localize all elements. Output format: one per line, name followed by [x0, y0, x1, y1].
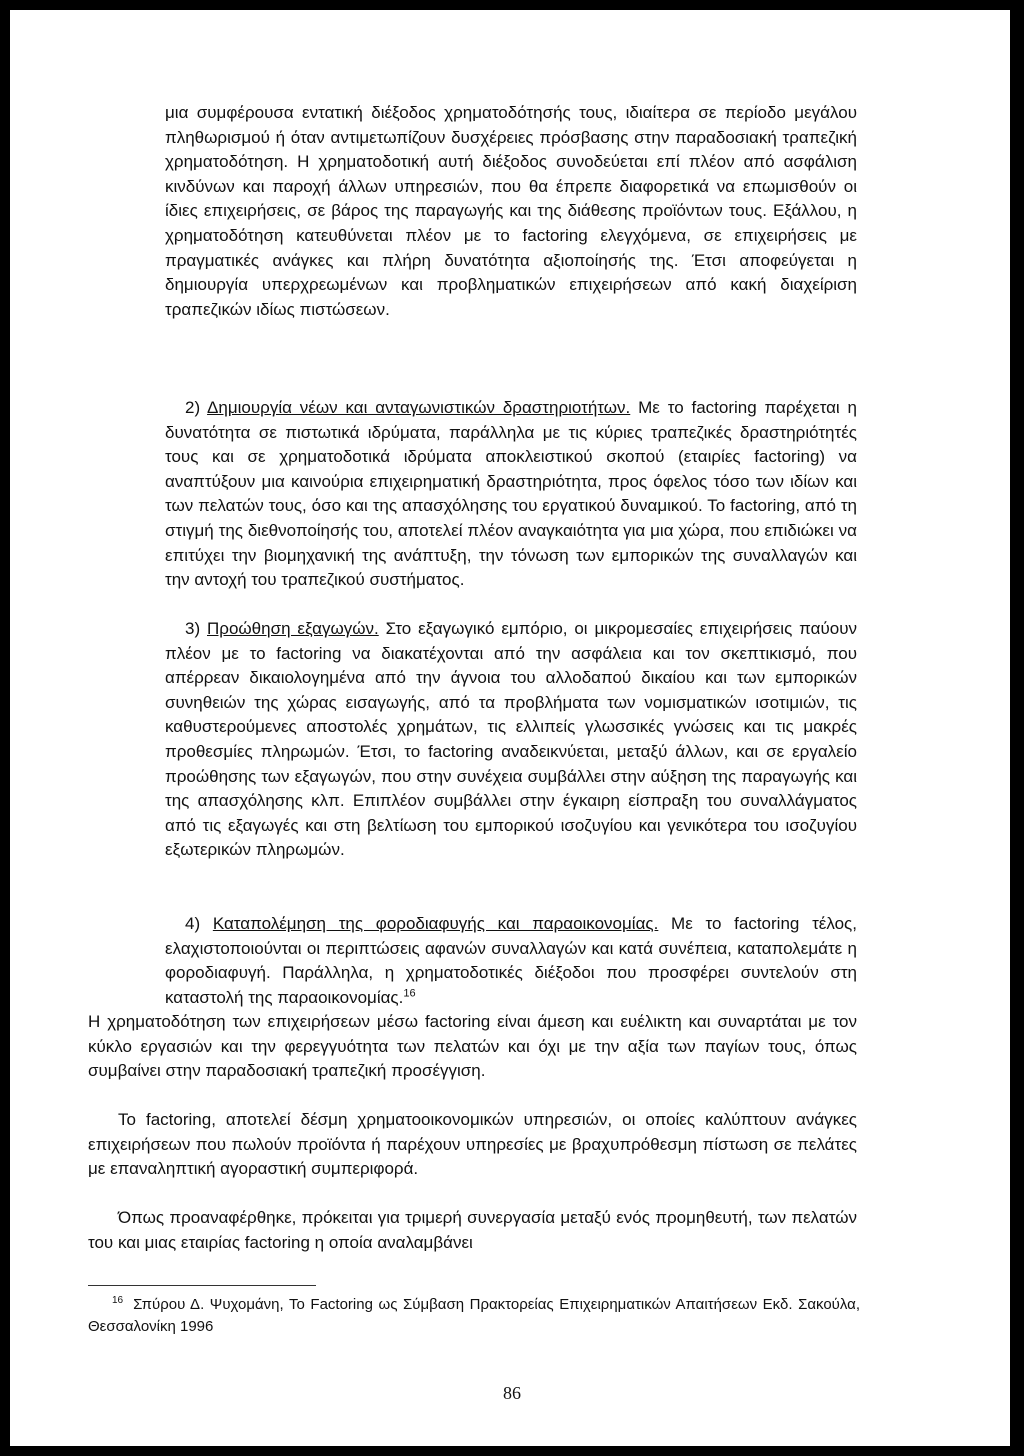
paragraph-2 — [88, 1010, 857, 1084]
footnote-separator — [88, 1285, 316, 1286]
list-item-title: Καταπολέμηση της φοροδιαφυγής και παραοικονομίας. — [212, 914, 659, 933]
paragraph-4 — [88, 1206, 857, 1255]
footnote-number: 16 — [112, 1295, 124, 1306]
footnote-text: Σπύρου Δ. Ψυχομάνη, Το Factoring ως Σύμβαση Πρακτορείας Επιχειρηματικών Απαιτήσεων Εκδ. Σακούλα, Θεσσαλονίκη 1996 — [88, 1296, 860, 1335]
list-item-3 — [165, 617, 857, 863]
list-item-text: Με το factoring παρέχεται η δυνατότητα σε πιστωτικά ιδρύματα, παράλληλα με τις κύριες τραπεζικές δραστηριότητές τους και σε χρηματοδοτικά ιδρύματα αποκλειστικού σκοπού (εταιρίες factoring) να αναπτύξουν μια καινούρια επιχειρηματική δραστηριότητα, προς όφελος τόσο των ιδίων και των πελατών τους, όσο και της απασχόλησης του εργατικού δυναμικού. Το factoring, από τη στιγμή της διεθνοποίησής του, αποτελεί πλέον αναγκαιότητα για μια χώρα, που επιδιώκει να επιτύχει την βιομηχανική της ανάπτυξη, την τόνωση των εμπορικών της συναλλαγών και την αντοχή του τραπεζικού συστήματος. — [165, 398, 857, 590]
scan-border-left — [0, 0, 10, 1456]
footnote-reference: 16 — [403, 987, 416, 1000]
list-item-2 — [165, 396, 857, 593]
paragraph-3 — [88, 1108, 857, 1182]
paragraph-text: Το factoring, αποτελεί δέσμη χρηματοοικονομικών υπηρεσιών, οι οποίες καλύπτουν ανάγκες επιχειρήσεων που πωλούν προϊόντα ή παρέχουν υπηρεσίες με βραχυπρόθεσμη πίστωση σε πελάτες με επαναληπτική αγοραστική συμπεριφορά. — [88, 1110, 857, 1179]
paragraph-text: Όπως προαναφέρθηκε, πρόκειται για τριμερή συνεργασία μεταξύ ενός προμηθευτή, των πελατών του και μιας εταιρίας factoring η οποία αναλαμβάνει — [88, 1208, 857, 1252]
list-item-number: 2) — [185, 398, 201, 417]
paragraph-text: Η χρηματοδότηση των επιχειρήσεων μέσω factoring είναι άμεση και ευέλικτη και συναρτάται με τον κύκλο εργασιών και την φερεγγυότητα των πελατών και όχι με την αξία των παγίων τους, όπως συμβαίνει στην παραδοσιακή τραπεζική προσέγγιση. — [88, 1012, 857, 1081]
scan-border-right — [1010, 0, 1024, 1456]
page-number: 86 — [503, 1383, 521, 1403]
list-item-number: 3) — [185, 619, 201, 638]
list-item-text: Με το factoring τέλος, ελαχιστοποιούνται οι περιπτώσεις αφανών συναλλαγών και κατά συνέπεια, καταπολεμάτε η φοροδιαφυγή. Παράλληλα, η χρηματοδοτικές διέξοδοι που προσφέρει συντελούν στη καταστολή της παραοικονομίας. — [165, 914, 857, 1007]
paragraph-item1-continuation — [165, 101, 857, 322]
list-item-text: Στο εξαγωγικό εμπόριο, οι μικρομεσαίες επιχειρήσεις παύουν πλέον με το factoring να διακατέχονται από την ασφάλεια και τον σκεπτικισμό, που απέρρεαν δικαιολογημένα από την άγνοια του αλλοδαπού δικαίου και των εμπορικών συνηθειών της χώρας εισαγωγής, από τα προβλήματα των νομισματικών ισοτιμιών, τις καθυστερούμενες αποστολές χρημάτων, τις ελλιπείς γλωσσικές γνώσεις και τις μακρές προθεσμίες πληρωμών. Έτσι, το factoring αναδεικνύεται, μεταξύ άλλων, και σε εργαλείο προώθησης των εξαγωγών, που στην συνέχεια συμβάλλει στην αύξηση της παραγωγής και της απασχόλησης κλπ. Επιπλέον συμβάλλει στην έγκαιρη είσπραξη του συναλλάγματος από τις εξαγωγές και στη βελτίωση του εμπορικού ισοζυγίου και γενικότερα του ισοζυγίου εξωτερικών πληρωμών. — [165, 619, 858, 860]
list-item-title: Δημιουργία νέων και ανταγωνιστικών δραστηριοτήτων. — [207, 398, 631, 417]
scan-border-top — [0, 0, 1024, 10]
list-item-number: 4) — [185, 914, 201, 933]
list-item-4 — [165, 912, 857, 1010]
paragraph-text: μια συμφέρουσα εντατική διέξοδος χρηματοδότησής τους, ιδιαίτερα σε περίοδο μεγάλου πληθωρισμού ή όταν αντιμετωπίζουν δυσχέρειες πρόσβασης στην παραδοσιακή τραπεζική χρηματοδότηση. Η χρηματοδοτική αυτή διέξοδος συνοδεύεται επί πλέον από ασφάλιση κινδύνων και παροχή άλλων υπηρεσιών, που θα έπρεπε διαφορετικά να επωμισθούν οι ίδιες επιχειρήσεις, σε βάρος της παραγωγής και της διάθεσης προϊόντων τους. Εξάλλου, η χρηματοδότηση κατευθύνεται πλέον με το factoring ελεγχόμενα, σε επιχειρήσεις με πραγματικές ανάγκες και πλήρη δυνατότητα αξιοποίησής της. Έτσι αποφεύγεται η δημιουργία υπερχρεωμένων και προβληματικών επιχειρήσεων από κακή διαχείριση τραπεζικών ιδίως πιστώσεων. — [165, 103, 857, 319]
scan-border-bottom — [0, 1446, 1024, 1456]
list-item-title: Προώθηση εξαγωγών. — [207, 619, 379, 638]
footnote — [88, 1294, 860, 1338]
